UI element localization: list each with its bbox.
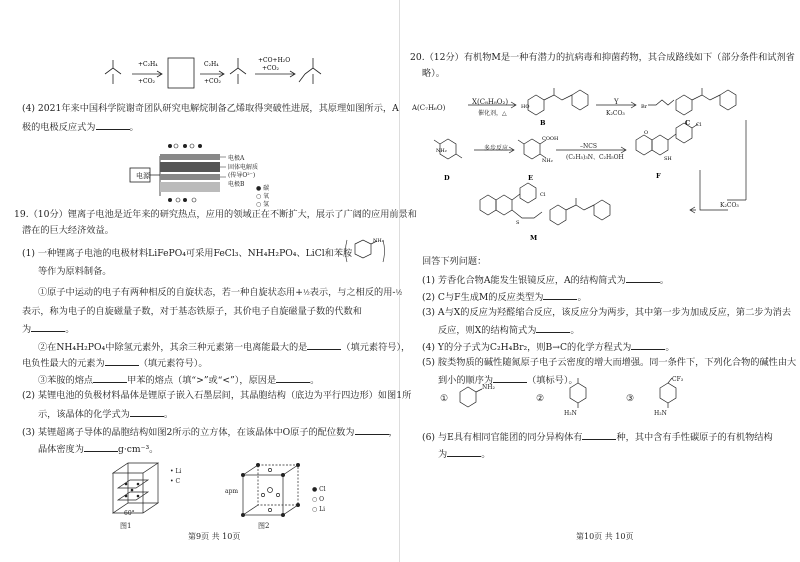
legend-hydrogen: ○ 氢 bbox=[256, 201, 270, 208]
compound-m-label: M bbox=[530, 234, 538, 242]
q20-heading-2: 略）。 bbox=[422, 68, 445, 79]
q20-5-text: (5) 胺类物质的碱性随氮原子电子云密度的增大而增强。同一条件下，下列化合物的碱性由大 bbox=[422, 357, 797, 368]
option-1-nh2: NH₂ bbox=[482, 384, 495, 391]
q19-3-text: (3) 某锂超离子导体的晶胞结构如图2所示的立方体，在该晶体中O原子的配位数为 ， bbox=[22, 427, 398, 438]
scheme-label-3: C₂H₄ bbox=[204, 61, 219, 68]
q18-4-text: (4) 2021年来中国科学院谢奇团队研究电解烷制备乙烯取得突破性进展，其原理如图所示，A bbox=[22, 103, 399, 114]
option-1-label: ① bbox=[440, 393, 449, 404]
q20-6-text: (6) 与E具有相同官能团的同分异构体有 种，其中含有手性碳原子的有机物结构 bbox=[422, 432, 773, 443]
answer-blank[interactable] bbox=[355, 425, 389, 435]
q20-6-text-2: 为 。 bbox=[438, 449, 491, 460]
q19-2-text-2: 示，该晶体的化学式为 。 bbox=[38, 409, 174, 420]
scheme-label-2: +CO₂ bbox=[138, 78, 155, 85]
option-2-h2n: H₂N bbox=[564, 410, 577, 417]
q20-1-text: (1) 芳香化合物A能发生银镜反应，A的结构简式为 。 bbox=[422, 275, 669, 286]
q20-heading: 20.（12分）有机物M是一种有潜力的抗病毒和抑菌药物，其合成路线如下（部分条件和试剂省 bbox=[410, 52, 795, 63]
q20-5-text-2: 到小的顺序为 （填标号）。 bbox=[438, 375, 578, 386]
q20-2-text: (2) C与F生成M的反应类型为 。 bbox=[422, 292, 587, 303]
compound-d-label: D bbox=[444, 174, 450, 182]
answer-blank[interactable] bbox=[582, 430, 616, 440]
answer-blank[interactable] bbox=[84, 442, 118, 452]
reagent-k2co3-b: K₂CO₃ bbox=[720, 202, 739, 209]
q19-heading-2: 潜在的巨大经济效益。 bbox=[22, 225, 114, 236]
compound-e-label: E bbox=[528, 174, 533, 182]
answer-blank[interactable] bbox=[96, 120, 130, 130]
answer-blank[interactable] bbox=[130, 407, 164, 417]
q19-1-melting-text: ③苯胺的熔点 甲苯的熔点（填“>”或“<”），原因是 。 bbox=[38, 375, 320, 386]
fig2-legend-cl: ● Cl bbox=[312, 486, 326, 493]
isothiocyanate-label: –NCS bbox=[580, 143, 597, 150]
option-1-aniline bbox=[454, 382, 504, 412]
aniline-structure bbox=[345, 238, 385, 264]
condition-amine-ethanol: (C₂H₅)₃N、C₂H₅OH bbox=[566, 154, 624, 161]
reagent-y-label: Y bbox=[614, 98, 619, 106]
condition-catalyst: 催化剂，△ bbox=[478, 110, 507, 117]
svg-text:NH₂: NH₂ bbox=[436, 148, 447, 154]
q19-1-spin-text-3: 为 。 bbox=[22, 324, 75, 335]
answer-blank[interactable] bbox=[93, 373, 127, 383]
q20-3-text-2: 反应，则X的结构简式为 。 bbox=[438, 325, 580, 336]
power-source-label: 电源 bbox=[136, 172, 150, 180]
reagent-k2co3: K₂CO₃ bbox=[606, 110, 625, 117]
figure-1-unit-cell bbox=[108, 458, 168, 518]
legend-carbon: ● 碳 bbox=[256, 185, 270, 192]
compound-a-label: A(C₇H₆O) bbox=[412, 104, 446, 112]
scheme-label-1: +C₂H₄ bbox=[138, 61, 158, 68]
answer-blank[interactable] bbox=[626, 273, 660, 283]
q20-4-text: (4) Y的分子式为C₂H₄Br₂，则B→C的化学方程式为 。 bbox=[422, 342, 675, 353]
multi-step-label: 多步反应 bbox=[484, 145, 509, 152]
fig1-legend-li: • Li bbox=[170, 468, 182, 475]
q19-heading: 19.（10分）锂离子电池是近年来的研究热点，应用的领域正在不断扩大，展示了广阔的应用前景和 bbox=[14, 209, 417, 220]
answer-blank[interactable] bbox=[307, 340, 341, 350]
q19-1-electronegativity-text: 电负性最大的元素为 （填元素符号）。 bbox=[22, 358, 208, 369]
svg-text:HO: HO bbox=[521, 104, 530, 110]
left-page-footer: 第9页 共 10页 bbox=[188, 532, 241, 541]
svg-text:COOH: COOH bbox=[542, 136, 559, 142]
svg-text:Br: Br bbox=[641, 104, 648, 110]
electrode-b-label: 电极B bbox=[228, 181, 245, 188]
scheme-label-6: +CO₂ bbox=[262, 65, 279, 72]
option-3-cf3: CF₃ bbox=[672, 376, 684, 383]
electrode-a-label: 电极A bbox=[228, 155, 245, 162]
option-2-label: ② bbox=[536, 393, 545, 404]
q19-1-text: (1) 一种锂离子电池的电极材料LiFePO₄可采用FeCl₃、NH₄H₂PO₄、LiCl和苯胺 bbox=[22, 248, 353, 259]
right-page-footer: 第10页 共 10页 bbox=[576, 532, 634, 541]
option-3-label: ③ bbox=[626, 393, 635, 404]
answer-heading: 回答下列问题： bbox=[422, 256, 487, 267]
svg-text:Cl: Cl bbox=[540, 192, 546, 198]
synthesis-route-diagram bbox=[400, 80, 800, 260]
figure-2-cubic-cell bbox=[238, 460, 308, 520]
answer-blank[interactable] bbox=[631, 340, 665, 350]
scheme-label-5: +CO+H₂O bbox=[258, 57, 291, 64]
q19-3-text-2: 晶体密度为 g·cm⁻³。 bbox=[38, 444, 159, 455]
svg-text:Cl: Cl bbox=[696, 122, 702, 128]
fig2-apm-label: apm bbox=[225, 488, 239, 495]
answer-blank[interactable] bbox=[105, 356, 139, 366]
fig2-legend-o: ○ O bbox=[312, 496, 325, 503]
electrolyte-label: 固体电解质 bbox=[228, 164, 259, 171]
compound-f-label: F bbox=[656, 172, 661, 180]
fig1-legend-c: • C bbox=[170, 478, 181, 485]
q19-1-text-2: 等作为原料制备。 bbox=[38, 266, 112, 277]
answer-blank[interactable] bbox=[31, 322, 65, 332]
option-3-h2n: H₂N bbox=[654, 410, 667, 417]
fig1-angle: 60° bbox=[124, 510, 135, 517]
q19-1-spin-text-2: 表示，称为电子的自旋磁量子数，对于基态铁原子，其价电子自旋磁量子数的代数和 bbox=[22, 306, 362, 317]
legend-oxygen: ○ 氧 bbox=[256, 193, 270, 200]
conducts-label: (传导O²⁻) bbox=[228, 172, 256, 179]
svg-text:NH₂: NH₂ bbox=[373, 238, 384, 244]
svg-text:NH₂: NH₂ bbox=[542, 158, 553, 164]
answer-blank[interactable] bbox=[536, 323, 570, 333]
q19-2-text: (2) 某锂电池的负极材料晶体是锂原子嵌入石墨层间，其晶胞结构（底边为平行四边形）如图1所 bbox=[22, 390, 412, 401]
q19-1-spin-text: ①原子中运动的电子有两种相反的自旋状态，若一种自旋状态用+½表示，与之相反的用-½ bbox=[38, 287, 403, 298]
reagent-x-label: X(C₈H₈O₂) bbox=[472, 98, 509, 106]
q18-4-text-2: 极的电极反应式为 。 bbox=[22, 122, 139, 133]
fig2-legend-li: ○ Li bbox=[312, 506, 326, 513]
right-page bbox=[400, 0, 800, 562]
q20-3-text: (3) A与X的反应为羟醛缩合反应，该反应分为两步，其中第一步为加成反应，第二步为消去 bbox=[422, 307, 792, 318]
q19-1-ionization-text: ②在NH₄H₂PO₄中除氢元素外，其余三种元素第一电离能最大的是 （填元素符号）， bbox=[38, 342, 411, 353]
compound-c-label: C bbox=[685, 119, 691, 127]
svg-text:S: S bbox=[516, 220, 520, 226]
answer-blank[interactable] bbox=[276, 373, 310, 383]
answer-blank[interactable] bbox=[447, 447, 481, 457]
answer-blank[interactable] bbox=[543, 290, 577, 300]
compound-b-label: B bbox=[540, 119, 546, 127]
figure-2-caption: 图2 bbox=[258, 522, 270, 530]
svg-text:O: O bbox=[644, 130, 649, 136]
figure-1-caption: 图1 bbox=[120, 522, 132, 530]
catalyst-cycle-scheme bbox=[100, 52, 400, 107]
svg-text:SH: SH bbox=[664, 156, 672, 162]
scheme-label-4: +CO₂ bbox=[204, 78, 221, 85]
